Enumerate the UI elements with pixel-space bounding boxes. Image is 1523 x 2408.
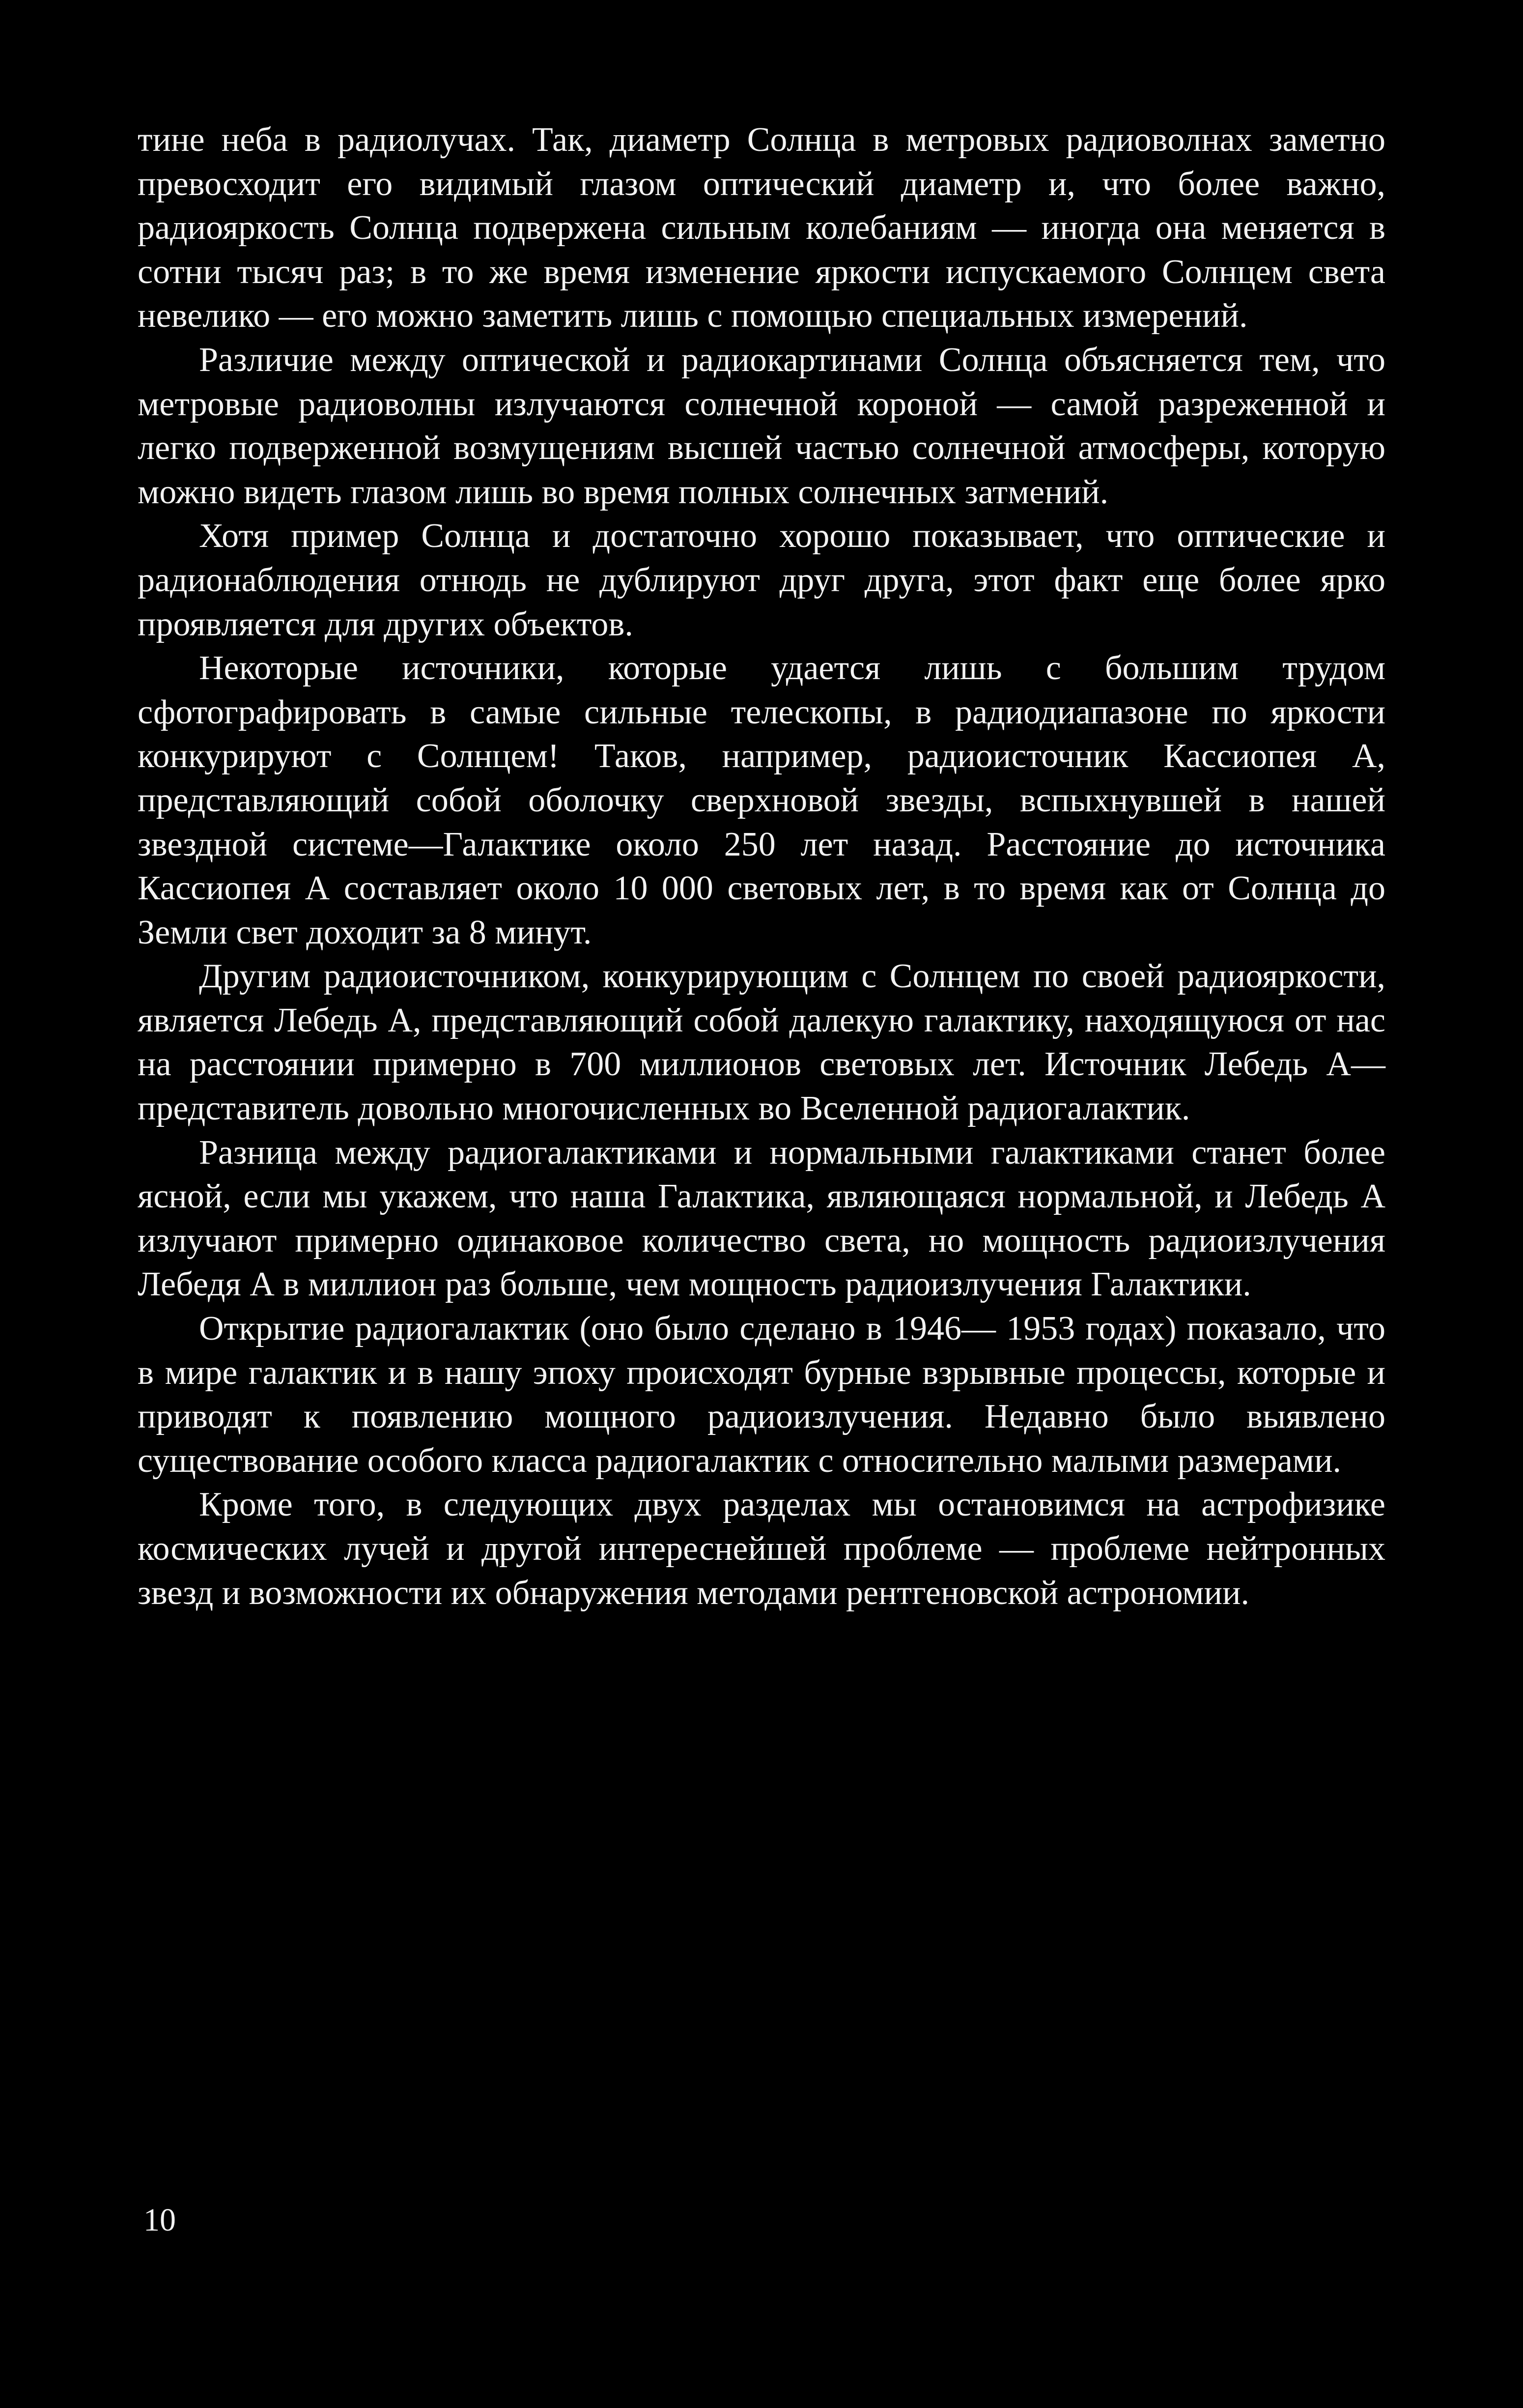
- paragraph-3: Хотя пример Солнца и достаточно хорошо показывает, что оптические и радионаблюдения отнюдь не дублируют друг друга, этот факт еще более ярко проявляется для других объектов.: [138, 517, 1385, 643]
- paragraph-4: Некоторые источники, которые удается лишь с большим трудом сфотографировать в самые сильные телескопы, в радиодиапазоне по яркости конкурируют с Солнцем! Таков, например, радиоисточник Кассиопея А, представляющий собой оболочку сверхновой звезды, вспыхнувшей в нашей звездной системе—Галактике около 250 лет назад. Расстояние до источника Кассиопея А составляет около 10 000 световых лет, в то время как от Солнца до Земли свет доходит за 8 минут.: [138, 649, 1385, 951]
- paragraph-5: Другим радиоисточником, конкурирующим с Солнцем по своей радиояркости, является Лебедь А, представляющий собой далекую галактику, находящуюся от нас на расстоянии примерно в 700 миллионов световых лет. Источник Лебедь А— представитель довольно многочисленных во Вселенной радиогалактик.: [138, 957, 1385, 1128]
- paragraph-2: Различие между оптической и радиокартинами Солнца объясняется тем, что метровые радиоволны излучаются солнечной короной — самой разреженной и легко подверженной возмущениям высшей частью солнечной атмосферы, которую можно видеть глазом лишь во время полных солнечных затмений.: [138, 341, 1385, 511]
- paragraph-6: Разница между радиогалактиками и нормальными галактиками станет более ясной, если мы укажем, что наша Галактика, являющаяся нормальной, и Лебедь А излучают примерно одинаковое количество света, но мощность радиоизлучения Лебедя А в миллион раз больше, чем мощность радиоизлучения Галактики.: [138, 1133, 1385, 1304]
- paragraph-7: Открытие радиогалактик (оно было сделано в 1946— 1953 годах) показало, что в мире галактик и в нашу эпоху происходят бурные взрывные процессы, которые и приводят к появлению мощного радиоизлучения. Недавно было выявлено существование особого класса радиогалактик с относительно малыми размерами.: [138, 1310, 1385, 1480]
- paragraph-8: Кроме того, в следующих двух разделах мы остановимся на астрофизике космических лучей и другой интереснейшей проблеме — проблеме нейтронных звезд и возможности их обнаружения методами рентгеновской астрономии.: [138, 1486, 1385, 1612]
- paragraph-1: тине неба в радиолучах. Так, диаметр Солнца в метровых радиоволнах заметно превосходит его видимый глазом оптический диаметр и, что более важно, радиояркость Солнца подвержена сильным колебаниям — иногда она меняется в сотни тысяч раз; в то же время изменение яркости испускаемого Солнцем света невелико — его можно заметить лишь с помощью специальных измерений.: [138, 121, 1385, 335]
- page-number: 10: [143, 2202, 176, 2238]
- page-body: [138, 118, 1385, 1615]
